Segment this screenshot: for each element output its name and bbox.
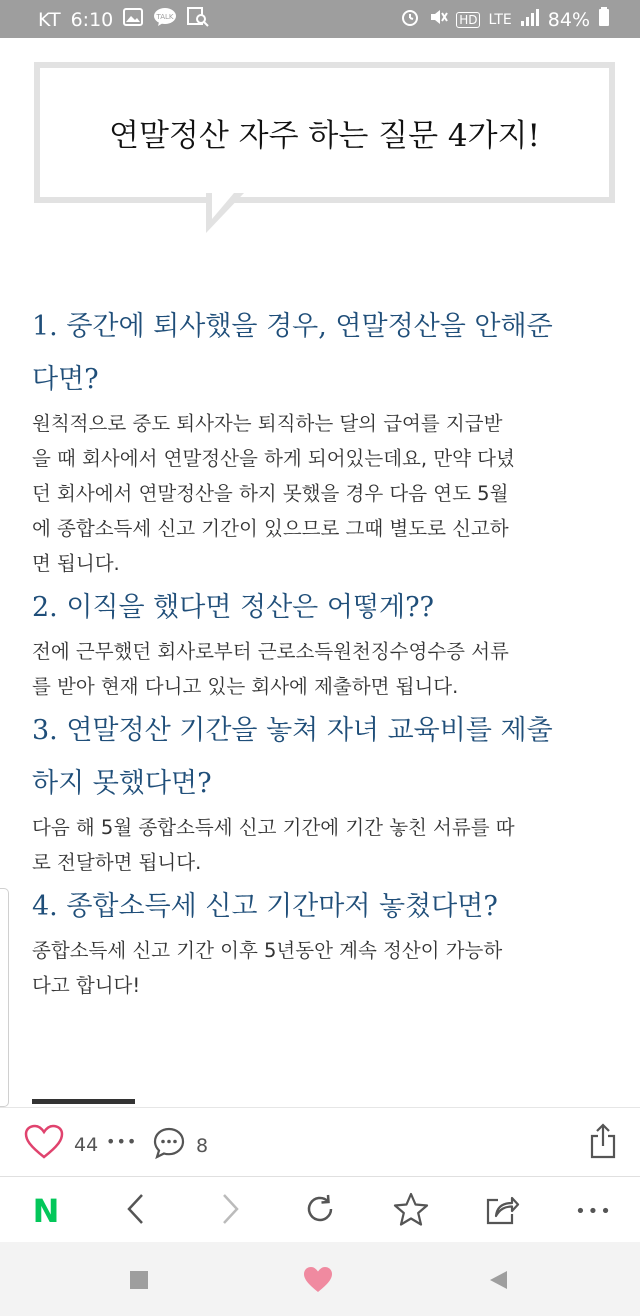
share-page-button[interactable] — [478, 1187, 526, 1235]
recent-apps-icon — [129, 1270, 149, 1294]
talk-icon-text: TALK — [156, 13, 174, 21]
answer-1-line-5: 면 됩니다. — [32, 552, 120, 575]
faq-item-4 — [32, 880, 612, 1003]
like-count: 44 — [74, 1133, 99, 1156]
comment-button[interactable] — [152, 1126, 208, 1165]
refresh-icon — [303, 1192, 337, 1230]
content-end-divider — [32, 1099, 135, 1104]
share-button[interactable] — [588, 1122, 618, 1165]
answer-1-line-1: 원칙적으로 중도 퇴사자는 퇴직하는 달의 급여를 지급받 — [32, 412, 503, 435]
answer-4-line-2: 다고 합니다! — [32, 974, 141, 997]
home-button[interactable] — [300, 1264, 336, 1300]
answer-4-line-1: 종합소득세 신고 기간 이후 5년동안 계속 정산이 가능하 — [32, 939, 503, 962]
question-2-line-1: 2. 이직을 했다면 정산은 어떻게?? — [32, 592, 435, 623]
home-heart-icon — [303, 1266, 333, 1298]
system-back-icon — [487, 1269, 509, 1295]
like-button[interactable] — [24, 1124, 98, 1165]
section-divider — [0, 1107, 640, 1108]
answer-1-line-4: 에 종합소득세 신고 기간이 있으므로 그때 별도로 신고하 — [32, 517, 509, 540]
browser-toolbar — [0, 1176, 640, 1243]
question-1-line-2: 다면? — [32, 364, 99, 395]
question-4-line-1: 4. 종합소득세 신고 기간마저 놓쳤다면? — [32, 891, 498, 922]
comment-icon — [152, 1126, 186, 1165]
comment-count: 8 — [196, 1134, 209, 1157]
answer-3-line-1: 다음 해 5월 종합소득세 신고 기간에 기간 놓친 서류를 따 — [32, 816, 515, 839]
naver-home-button[interactable] — [22, 1187, 70, 1235]
clock: 6:10 — [70, 8, 114, 31]
star-icon — [393, 1192, 429, 1230]
forward-icon — [218, 1192, 242, 1230]
hd-badge: HD — [456, 12, 480, 28]
battery-percent: 84% — [547, 8, 590, 31]
share-arrow-icon — [484, 1192, 520, 1230]
answer-1-line-2: 을 때 회사에서 연말정산을 하게 되어있는데요, 만약 다녔 — [32, 447, 515, 470]
forward-button[interactable] — [206, 1187, 254, 1235]
question-3-line-1: 3. 연말정산 기간을 놓쳐 자녀 교육비를 제출 — [32, 715, 553, 746]
back-button[interactable] — [112, 1187, 160, 1235]
question-1-line-1: 1. 중간에 퇴사했을 경우, 연말정산을 안해준 — [32, 311, 553, 342]
refresh-button[interactable] — [296, 1187, 344, 1235]
scroll-indicator[interactable] — [0, 888, 9, 1107]
naver-logo: N — [32, 1192, 60, 1230]
share-icon — [588, 1122, 618, 1165]
faq-item-2 — [32, 581, 612, 704]
system-nav-bar — [0, 1242, 640, 1316]
more-label: ••• — [106, 1132, 138, 1151]
carrier-label: KT — [38, 8, 61, 31]
callout-title: 연말정산 자주 하는 질문 4가지! — [109, 118, 540, 154]
menu-label: ••• — [575, 1200, 613, 1222]
menu-button[interactable] — [570, 1187, 618, 1235]
faq-item-3 — [32, 704, 612, 880]
answer-2-line-2: 를 받아 현재 다니고 있는 회사에 제출하면 됩니다. — [32, 675, 459, 698]
question-3-line-2: 하지 못했다면? — [32, 768, 212, 799]
recent-apps-button[interactable] — [121, 1264, 157, 1300]
heart-icon — [24, 1124, 64, 1165]
faq-item-1 — [32, 300, 612, 581]
more-button[interactable] — [106, 1132, 137, 1151]
network-type: LTE — [488, 11, 512, 28]
answer-3-line-2: 로 전달하면 됩니다. — [32, 851, 202, 874]
post-actions — [0, 1112, 640, 1172]
back-icon — [124, 1192, 148, 1230]
callout-tail — [0, 0, 640, 260]
bookmark-button[interactable] — [387, 1187, 435, 1235]
answer-1-line-3: 던 회사에서 연말정산을 하지 못했을 경우 다음 연도 5월 — [32, 482, 509, 505]
faq-content — [32, 300, 612, 1003]
system-back-button[interactable] — [480, 1264, 516, 1300]
answer-2-line-1: 전에 근무했던 회사로부터 근로소득원천징수영수증 서류 — [32, 640, 509, 663]
